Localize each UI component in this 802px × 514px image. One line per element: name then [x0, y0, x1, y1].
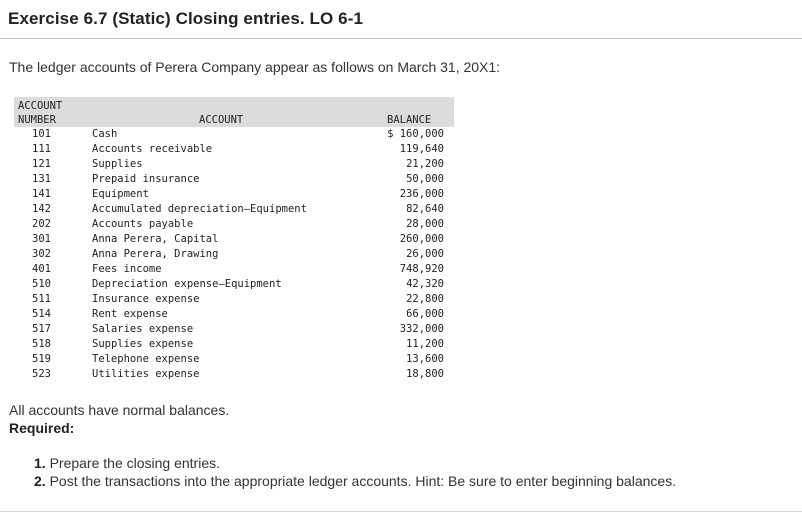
account-name-cell: Depreciation expense—Equipment: [92, 278, 282, 290]
account-name-cell: Equipment: [92, 188, 149, 200]
account-number-cell: 302: [32, 248, 51, 260]
balance-cell: 42,320: [406, 278, 444, 290]
table-row: [14, 157, 454, 172]
account-name-cell: Supplies: [92, 158, 143, 170]
requirement-number: 2.: [34, 473, 46, 489]
account-number-cell: 511: [32, 293, 51, 305]
ledger-header: [14, 97, 454, 127]
requirement-number: 1.: [34, 455, 46, 471]
account-number-cell: 401: [32, 263, 51, 275]
table-row: [14, 142, 454, 157]
balance-cell: 260,000: [399, 233, 444, 245]
account-name-cell: Insurance expense: [92, 293, 200, 305]
requirement-text: Prepare the closing entries.: [49, 455, 221, 471]
table-row: [14, 337, 454, 352]
requirements-list: [34, 454, 676, 490]
account-number-cell: 301: [32, 233, 51, 245]
note-text: All accounts have normal balances.: [9, 402, 230, 418]
table-row: [14, 232, 454, 247]
ledger-table: [14, 97, 454, 385]
account-number-cell: 514: [32, 308, 51, 320]
account-number-cell: 523: [32, 368, 51, 380]
required-label: Required:: [9, 420, 75, 436]
account-number-cell: 131: [32, 173, 51, 185]
balance-cell: 66,000: [406, 308, 444, 320]
balance-cell: 11,200: [406, 338, 444, 350]
account-name-cell: Supplies expense: [92, 338, 194, 350]
account-name-cell: Prepaid insurance: [92, 173, 200, 185]
list-item: [34, 454, 676, 472]
balance-cell: $ 160,000: [387, 128, 444, 140]
table-row: [14, 307, 454, 322]
account-name-cell: Rent expense: [92, 308, 168, 320]
page-title: Exercise 6.7 (Static) Closing entries. LO 6-1: [8, 9, 364, 28]
intro-text: The ledger accounts of Perera Company appear as follows on March 31, 20X1:: [9, 59, 501, 75]
table-row: [14, 217, 454, 232]
bottom-divider: [0, 511, 802, 512]
balance-cell: 50,000: [406, 173, 444, 185]
table-row: [14, 322, 454, 337]
account-name-cell: Accounts payable: [92, 218, 194, 230]
table-row: [14, 292, 454, 307]
header-account-number: [18, 99, 62, 127]
balance-cell: 13,600: [406, 353, 444, 365]
account-name-cell: Anna Perera, Drawing: [92, 248, 219, 260]
account-number-cell: 121: [32, 158, 51, 170]
table-row: [14, 247, 454, 262]
table-row: [14, 187, 454, 202]
table-row: [14, 172, 454, 187]
account-name-cell: Anna Perera, Capital: [92, 233, 219, 245]
title-divider: [0, 38, 802, 39]
table-row: [14, 262, 454, 277]
account-name-cell: Fees income: [92, 263, 162, 275]
balance-cell: 119,640: [399, 143, 444, 155]
balance-cell: 28,000: [406, 218, 444, 230]
account-number-cell: 141: [32, 188, 51, 200]
account-number-cell: 510: [32, 278, 51, 290]
balance-cell: 332,000: [399, 323, 444, 335]
header-account: ACCOUNT: [199, 114, 244, 126]
account-number-cell: 142: [32, 203, 51, 215]
account-number-cell: 519: [32, 353, 51, 365]
balance-cell: 748,920: [399, 263, 444, 275]
table-row: [14, 202, 454, 217]
balance-cell: 82,640: [406, 203, 444, 215]
account-name-cell: Salaries expense: [92, 323, 194, 335]
header-account-number-line2: NUMBER: [18, 114, 56, 126]
account-name-cell: Telephone expense: [92, 353, 200, 365]
table-row: [14, 277, 454, 292]
table-row: [14, 127, 454, 142]
requirement-text: Post the transactions into the appropriate ledger accounts. Hint: Be sure to enter beginning balances.: [49, 473, 677, 489]
header-account-number-line1: ACCOUNT: [18, 100, 63, 112]
table-row: [14, 367, 454, 382]
list-item: [34, 472, 676, 490]
account-name-cell: Accumulated depreciation—Equipment: [92, 203, 307, 215]
table-row: [14, 352, 454, 367]
balance-cell: 18,800: [406, 368, 444, 380]
account-number-cell: 111: [32, 143, 51, 155]
account-name-cell: Accounts receivable: [92, 143, 213, 155]
ledger-body: [14, 127, 454, 382]
balance-cell: 236,000: [399, 188, 444, 200]
account-number-cell: 202: [32, 218, 51, 230]
account-name-cell: Cash: [92, 128, 118, 140]
account-number-cell: 518: [32, 338, 51, 350]
balance-cell: 21,200: [406, 158, 444, 170]
account-number-cell: 517: [32, 323, 51, 335]
account-name-cell: Utilities expense: [92, 368, 200, 380]
account-number-cell: 101: [32, 128, 51, 140]
balance-cell: 22,800: [406, 293, 444, 305]
header-balance: BALANCE: [387, 114, 432, 126]
balance-cell: 26,000: [406, 248, 444, 260]
